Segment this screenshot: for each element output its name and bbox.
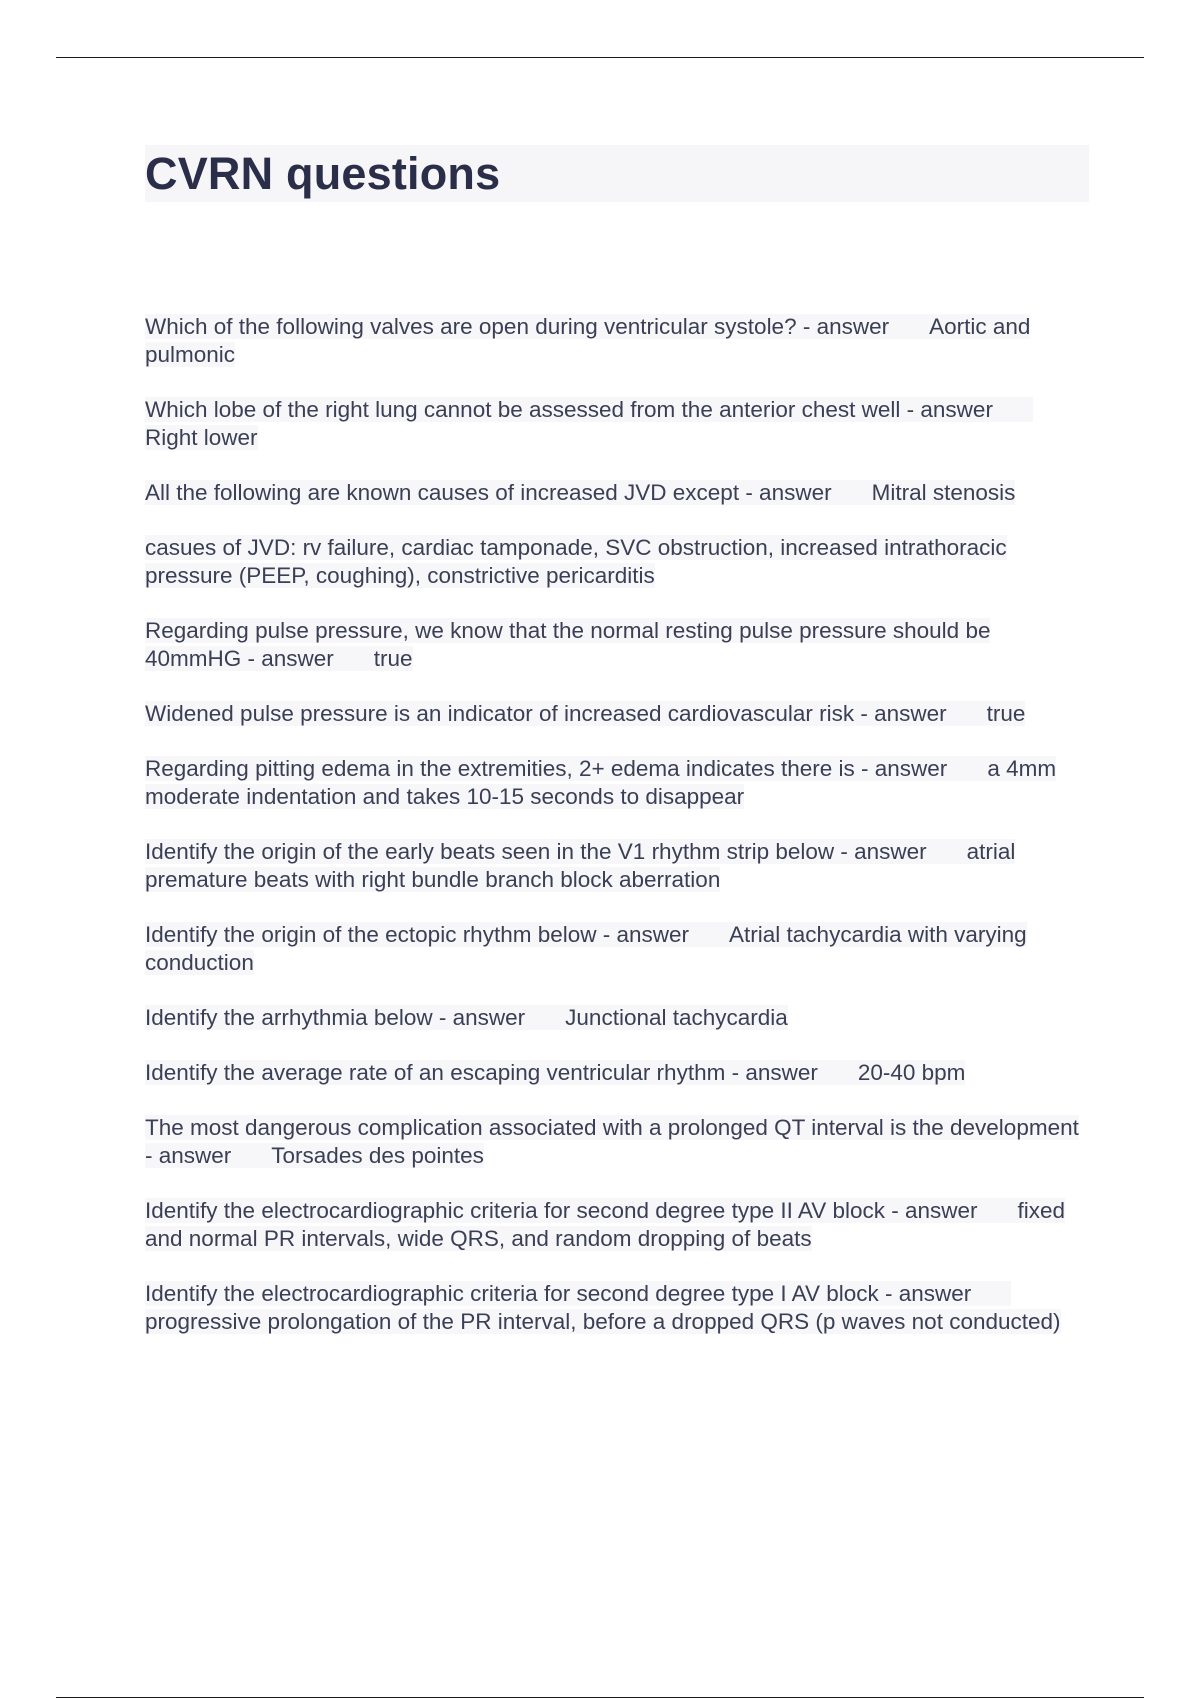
question-text: Identify the average rate of an escaping ventricular rhythm - answer: [145, 1060, 818, 1085]
question-text: All the following are known causes of increased JVD except - answer: [145, 480, 832, 505]
answer-text: Torsades des pointes: [271, 1143, 484, 1168]
answer-text: Mitral stenosis: [871, 480, 1016, 505]
qa-item: [145, 479, 1085, 507]
qa-item: [145, 921, 1085, 977]
answer-text: true: [373, 646, 413, 671]
question-text: Identify the origin of the early beats seen in the V1 rhythm strip below - answer: [145, 839, 927, 864]
question-text: Which lobe of the right lung cannot be assessed from the anterior chest well - answer: [145, 397, 993, 422]
answer-text: Junctional tachycardia: [565, 1005, 788, 1030]
qa-item: [145, 396, 1085, 452]
bottom-rule: [56, 1697, 1144, 1698]
qa-item: [145, 755, 1085, 811]
qa-item: [145, 700, 1085, 728]
qa-item: [145, 1004, 1085, 1032]
answer-text: true: [986, 701, 1026, 726]
answer-text: 20-40 bpm: [857, 1060, 966, 1085]
note-text: casues of JVD: rv failure, cardiac tamponade, SVC obstruction, increased intrathoracic pressure (PEEP, coughing), constrictive pericarditis: [145, 535, 1007, 588]
question-text: Identify the electrocardiographic criteria for second degree type I AV block - answer: [145, 1281, 972, 1306]
question-text: Regarding pulse pressure, we know that the normal resting pulse pressure should be 40mmHG - answer: [145, 618, 991, 671]
title-block: [145, 145, 1089, 202]
question-text: Widened pulse pressure is an indicator of increased cardiovascular risk - answer: [145, 701, 947, 726]
qa-item: [145, 1197, 1085, 1253]
answer-text: fixed and normal PR intervals, wide QRS, and random dropping of beats: [145, 1198, 1066, 1251]
qa-item: [145, 1059, 1085, 1087]
page-title: CVRN questions: [145, 148, 501, 199]
top-rule: [56, 57, 1144, 58]
answer-text: a 4mm moderate indentation and takes 10-15 seconds to disappear: [145, 756, 1057, 809]
question-text: Identify the origin of the ectopic rhythm below - answer: [145, 922, 690, 947]
qa-item: [145, 313, 1085, 369]
question-text: Regarding pitting edema in the extremities, 2+ edema indicates there is - answer: [145, 756, 948, 781]
qa-item: [145, 617, 1085, 673]
answer-text: Right lower: [145, 425, 258, 450]
answer-text: atrial premature beats with right bundle branch block aberration: [145, 839, 1016, 892]
question-text: Identify the arrhythmia below - answer: [145, 1005, 526, 1030]
qa-item: [145, 1114, 1085, 1170]
answer-text: progressive prolongation of the PR interval, before a dropped QRS (p waves not conducted): [145, 1309, 1061, 1334]
qa-item: [145, 838, 1085, 894]
answer-text: Aortic and pulmonic: [145, 314, 1031, 367]
qa-item: [145, 1280, 1085, 1336]
answer-text: Atrial tachycardia with varying conduction: [145, 922, 1027, 975]
question-text: Which of the following valves are open during ventricular systole? - answer: [145, 314, 890, 339]
qa-list: [145, 313, 1085, 1363]
question-text: Identify the electrocardiographic criteria for second degree type II AV block - answer: [145, 1198, 978, 1223]
qa-item: [145, 534, 1085, 590]
question-text: The most dangerous complication associated with a prolonged QT interval is the development - answer: [145, 1115, 1079, 1168]
